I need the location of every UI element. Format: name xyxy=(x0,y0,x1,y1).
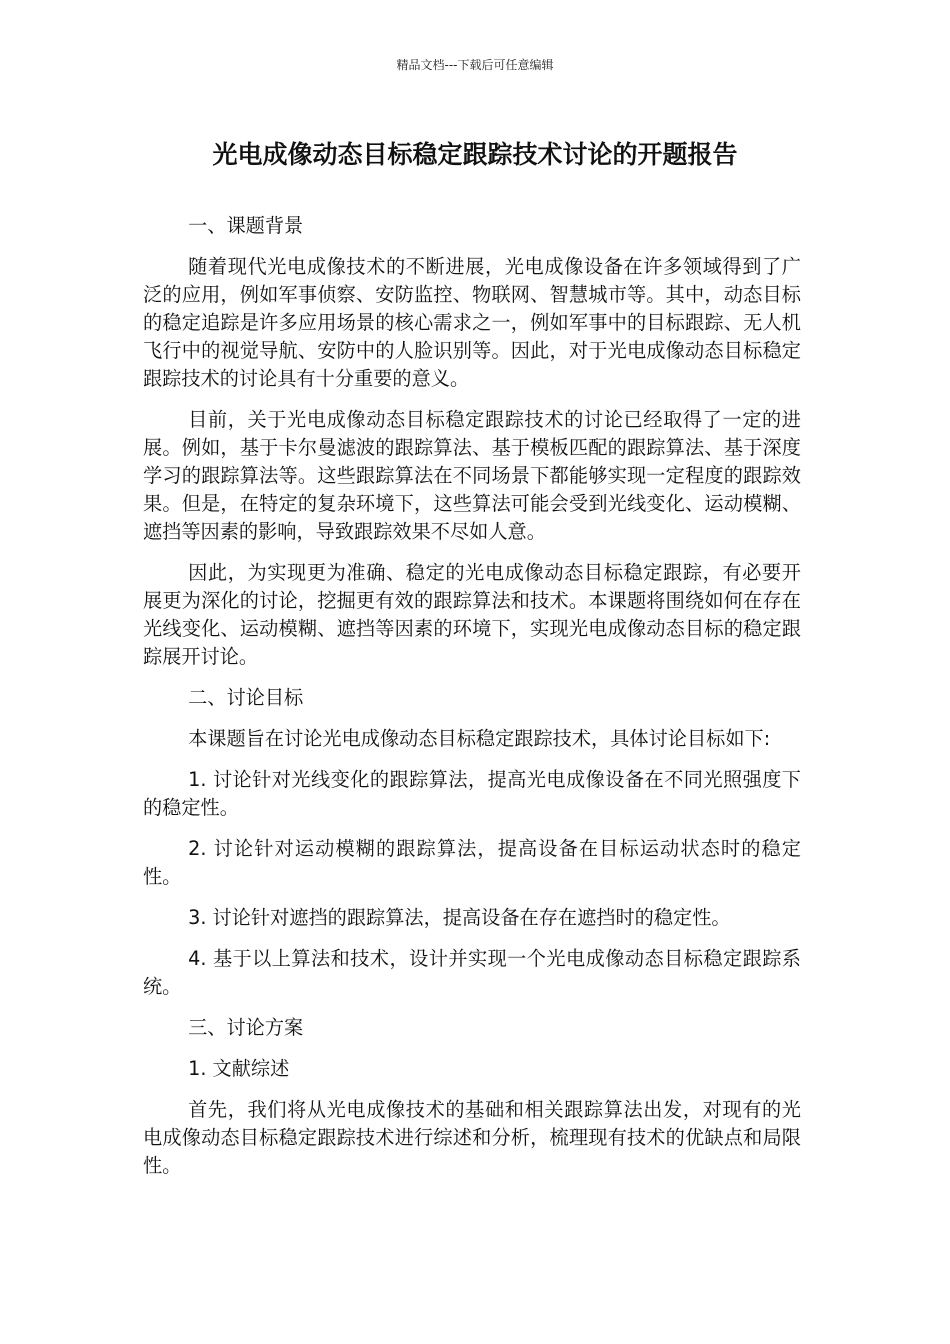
subheading-literature-review: 1. 文献综述 xyxy=(188,1057,290,1080)
background-paragraph-3: 因此，为实现更为准确、稳定的光电成像动态目标稳定跟踪，有必要开展更为深化的讨论，挖掘更有效的跟踪算法和技术。本课题将围绕如何在存在光线变化、运动模糊、遮挡等因素的环境下，实现光电成像动态目标的稳定跟踪展开讨论。 xyxy=(143,561,801,668)
section-heading-goals: 二、讨论目标 xyxy=(188,686,304,709)
background-paragraph-2: 目前，关于光电成像动态目标稳定跟踪技术的讨论已经取得了一定的进展。例如，基于卡尔曼滤波的跟踪算法、基于模板匹配的跟踪算法、基于深度学习的跟踪算法等。这些跟踪算法在不同场景下都能够实现一定程度的跟踪效果。但是，在特定的复杂环境下，这些算法可能会受到光线变化、运动模糊、遮挡等因素的影响，导致跟踪效果不尽如人意。 xyxy=(143,408,801,543)
goals-intro-paragraph: 本课题旨在讨论光电成像动态目标稳定跟踪技术，具体讨论目标如下: xyxy=(188,727,771,750)
goal-item-4: 4. 基于以上算法和技术，设计并实现一个光电成像动态目标稳定跟踪系统。 xyxy=(143,947,801,998)
section-heading-background: 一、课题背景 xyxy=(188,214,304,237)
section-heading-plan: 三、讨论方案 xyxy=(188,1016,304,1039)
document-title: 光电成像动态目标稳定跟踪技术讨论的开题报告 xyxy=(212,140,738,169)
background-paragraph-1: 随着现代光电成像技术的不断进展，光电成像设备在许多领域得到了广泛的应用，例如军事侦察、安防监控、物联网、智慧城市等。其中，动态目标的稳定追踪是许多应用场景的核心需求之一，例如军事中的目标跟踪、无人机飞行中的视觉导航、安防中的人脸识别等。因此，对于光电成像动态目标稳定跟踪技术的讨论具有十分重要的意义。 xyxy=(143,255,801,390)
goal-item-1: 1. 讨论针对光线变化的跟踪算法，提高光电成像设备在不同光照强度下的稳定性。 xyxy=(143,768,801,819)
document-body xyxy=(143,212,801,1193)
goal-item-3: 3. 讨论针对遮挡的跟踪算法，提高设备在存在遮挡时的稳定性。 xyxy=(188,906,731,929)
header-note: 精品文档---下载后可任意编辑 xyxy=(396,58,554,72)
goal-item-2: 2. 讨论针对运动模糊的跟踪算法，提高设备在目标运动状态时的稳定性。 xyxy=(143,837,801,888)
plan-paragraph: 首先，我们将从光电成像技术的基础和相关跟踪算法出发，对现有的光电成像动态目标稳定跟踪技术进行综述和分析，梳理现有技术的优缺点和局限性。 xyxy=(143,1098,801,1177)
